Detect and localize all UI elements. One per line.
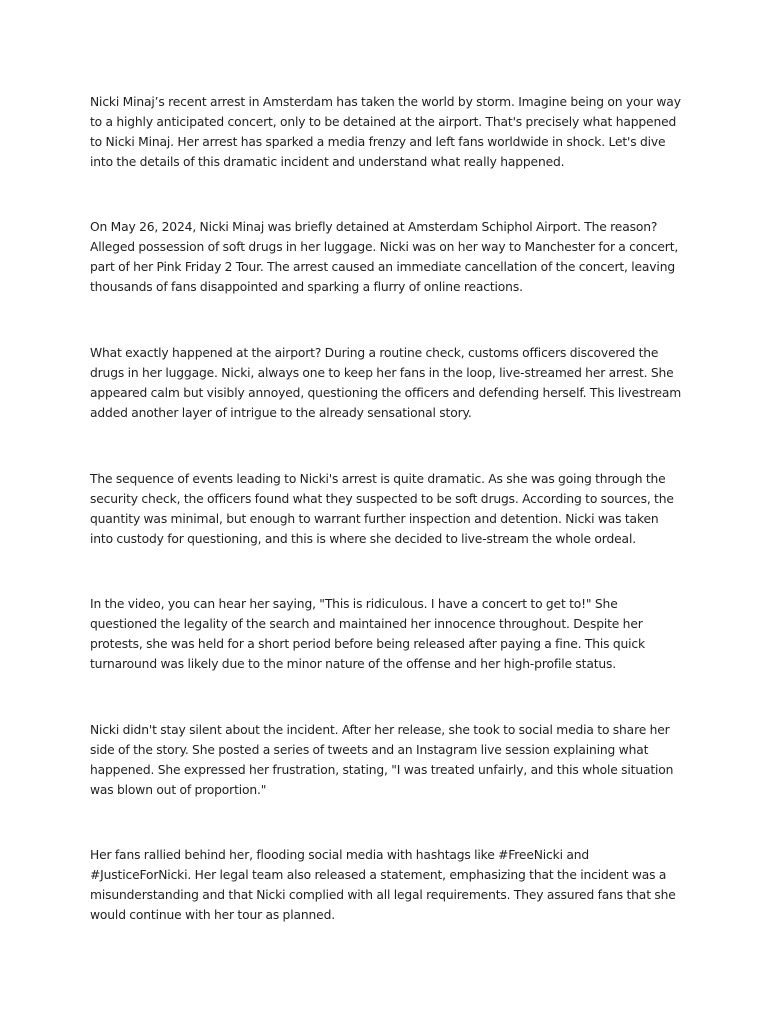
- paragraph-detention: On May 26, 2024, Nicki Minaj was briefly detained at Amsterdam Schiphol Airport. The reason? Alleged possession of soft drugs in her luggage. Nicki was on her way to Manchester for a concert, part of her Pink Friday 2 Tour. The arrest caused an immediate cancellation of the concert, leaving thousands of fans disappointed and sparking a flurry of online reactions.: [90, 220, 679, 295]
- paragraph-intro: Nicki Minaj’s recent arrest in Amsterdam has taken the world by storm. Imagine being on your way to a highly anticipated concert, only to be detained at the airport. That's precisely what happened to Nicki Minaj. Her arrest has sparked a media frenzy and left fans worldwide in shock. Let's dive into the details of this dramatic incident and understand what really happened.: [90, 95, 681, 170]
- paragraph-sequence: The sequence of events leading to Nicki's arrest is quite dramatic. As she was going through the security check, the officers found what they suspected to be soft drugs. According to sources, the quantity was minimal, but enough to warrant further inspection and detention. Nicki was taken into custody for questioning, and this is where she decided to live-stream the whole ordeal.: [90, 472, 674, 547]
- paragraph-video: In the video, you can hear her saying, "This is ridiculous. I have a concert to get to!" She questioned the legality of the search and maintained her innocence throughout. Despite her protests, she was held for a short period before being released after paying a fine. This quick turnaround was likely due to the minor nature of the offense and her high-profile status.: [90, 597, 646, 672]
- paragraph-airport: What exactly happened at the airport? During a routine check, customs officers discovered the drugs in her luggage. Nicki, always one to keep her fans in the loop, live-streamed her arrest. She appeared calm but visibly annoyed, questioning the officers and defending herself. This livestream added another layer of intrigue to the already sensational story.: [90, 346, 682, 421]
- paragraph-fans: Her fans rallied behind her, flooding social media with hashtags like #FreeNicki and #JusticeForNicki. Her legal team also released a statement, emphasizing that the incident was a misunderstanding and that Nicki complied with all legal requirements. They assured fans that she would continue with her tour as planned.: [90, 848, 676, 923]
- paragraph-response: Nicki didn't stay silent about the incident. After her release, she took to social media to share her side of the story. She posted a series of tweets and an Instagram live session explaining what happened. She expressed her frustration, stating, "I was treated unfairly, and this whole situation was blown out of proportion.": [90, 723, 674, 798]
